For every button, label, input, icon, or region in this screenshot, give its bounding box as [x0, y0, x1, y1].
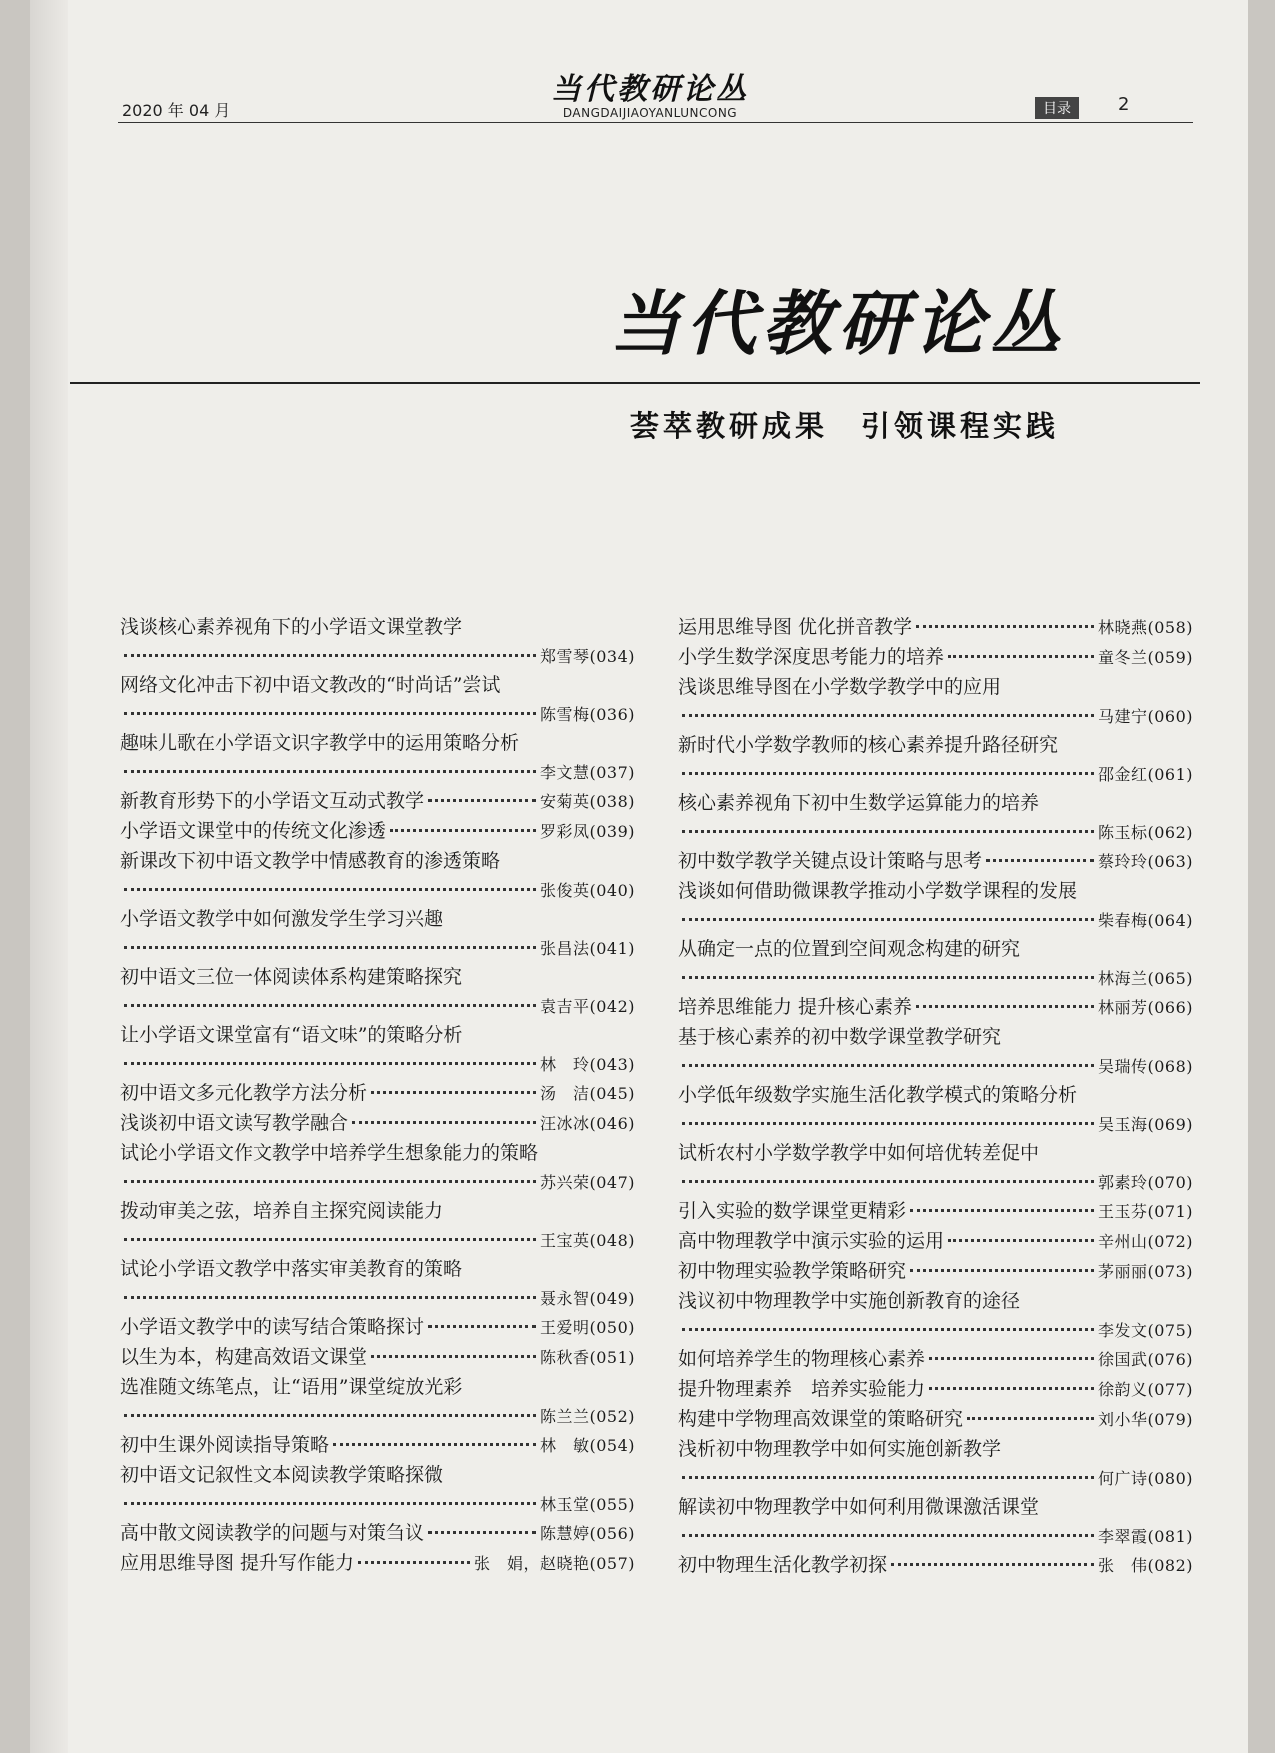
toc-entry — [120, 846, 635, 904]
toc-entry-author-page: 陈慧婷(056) — [539, 1524, 635, 1543]
toc-leader-dots — [124, 1414, 536, 1417]
toc-leader-dots — [910, 1209, 1094, 1212]
toc-entry-title: 浅议初中物理教学中实施创新教育的途径 — [678, 1290, 1021, 1312]
toc-entry — [120, 962, 635, 1020]
toc-entry — [120, 1020, 635, 1078]
toc-leader-dots — [124, 1502, 536, 1505]
header-rule — [118, 122, 1193, 123]
toc-entry — [678, 1374, 1193, 1404]
toc-entry-author-page: 张昌法(041) — [539, 939, 635, 958]
page-binding-shadow — [30, 0, 68, 1753]
toc-entry-author-page: 柴春梅(064) — [1097, 911, 1193, 930]
toc-entry-title: 初中物理生活化教学初探 — [678, 1554, 888, 1576]
toc-leader-dots — [682, 1534, 1094, 1537]
toc-leader-dots — [428, 1325, 536, 1328]
issue-date: 2020 年 04 月 — [122, 101, 231, 120]
toc-entry-title: 运用思维导图 优化拼音教学 — [678, 616, 913, 638]
toc-entry-author-page: 邵金红(061) — [1097, 765, 1193, 784]
toc-entry — [678, 1550, 1193, 1580]
toc-entry — [120, 1108, 635, 1138]
toc-entry-title: 初中语文三位一体阅读体系构建策略探究 — [120, 966, 463, 988]
toc-entry-title: 试析农村小学数学教学中如何培优转差促中 — [678, 1142, 1040, 1164]
toc-leader-dots — [124, 1062, 536, 1065]
toc-entry — [678, 1196, 1193, 1226]
toc-entry-title: 浅析初中物理教学中如何实施创新教学 — [678, 1438, 1002, 1460]
toc-leader-dots — [916, 1005, 1094, 1008]
toc-entry-author-page: 吴瑞传(068) — [1097, 1057, 1193, 1076]
toc-entry — [678, 992, 1193, 1022]
toc-entry — [678, 1434, 1193, 1492]
toc-entry-title: 基于核心素养的初中数学课堂教学研究 — [678, 1026, 1002, 1048]
toc-entry-author-page: 陈秋香(051) — [539, 1348, 635, 1367]
toc-entry-author-page: 聂永智(049) — [539, 1289, 635, 1308]
toc-entry-author-page: 李发文(075) — [1097, 1321, 1193, 1340]
toc-leader-dots — [124, 712, 536, 715]
toc-entry-title: 提升物理素养 培养实验能力 — [678, 1378, 926, 1400]
toc-leader-dots — [682, 918, 1094, 921]
toc-entry-author-page: 王宝英(048) — [539, 1231, 635, 1250]
toc-leader-dots — [124, 654, 536, 657]
toc-leader-dots — [682, 772, 1094, 775]
toc-entry-author-page: 陈玉标(062) — [1097, 823, 1193, 842]
toc-entry-title: 试论小学语文作文教学中培养学生想象能力的策略 — [120, 1142, 539, 1164]
page-number: 2 — [1118, 94, 1130, 115]
toc-entry — [678, 1492, 1193, 1550]
toc-entry-author-page: 苏兴荣(047) — [539, 1173, 635, 1192]
toc-leader-dots — [910, 1269, 1094, 1272]
toc-leader-dots — [124, 1004, 536, 1007]
toc-entry-title: 初中生课外阅读指导策略 — [120, 1434, 330, 1456]
toc-leader-dots — [124, 770, 536, 773]
toc-leader-dots — [333, 1443, 536, 1446]
toc-entry-title: 浅谈思维导图在小学数学教学中的应用 — [678, 676, 1002, 698]
toc-entry-title: 高中散文阅读教学的问题与对策刍议 — [120, 1522, 425, 1544]
toc-entry-title: 小学低年级数学实施生活化教学模式的策略分析 — [678, 1084, 1078, 1106]
toc-entry-author-page: 童冬兰(059) — [1097, 648, 1193, 667]
toc-entry-author-page: 林丽芳(066) — [1097, 998, 1193, 1017]
toc-entry-author-page: 辛州山(072) — [1097, 1232, 1193, 1251]
toc-entry-author-page: 汤 洁(045) — [539, 1084, 635, 1103]
masthead-rule — [70, 382, 1200, 384]
toc-entry-author-page: 张 伟(082) — [1097, 1556, 1193, 1575]
toc-entry — [678, 934, 1193, 992]
toc-leader-dots — [986, 859, 1094, 862]
toc-entry-author-page: 茅丽丽(073) — [1097, 1262, 1193, 1281]
toc-leader-dots — [682, 1328, 1094, 1331]
toc-leader-dots — [682, 1064, 1094, 1067]
toc-entry-title: 以生为本，构建高效语文课堂 — [120, 1346, 368, 1368]
toc-entry-author-page: 蔡玲玲(063) — [1097, 852, 1193, 871]
toc-entry — [120, 1312, 635, 1342]
toc-entry-title: 拨动审美之弦，培养自主探究阅读能力 — [120, 1200, 444, 1222]
toc-entry-author-page: 陈兰兰(052) — [539, 1407, 635, 1426]
toc-entry — [678, 1022, 1193, 1080]
toc-entry-author-page: 徐国武(076) — [1097, 1350, 1193, 1369]
toc-entry-author-page: 刘小华(079) — [1097, 1410, 1193, 1429]
toc-leader-dots — [428, 1531, 536, 1534]
toc-entry — [120, 1196, 635, 1254]
toc-leader-dots — [390, 829, 536, 832]
toc-entry — [678, 876, 1193, 934]
toc-entry-author-page: 林晓燕(058) — [1097, 618, 1193, 637]
toc-leader-dots — [371, 1091, 536, 1094]
toc-entry — [120, 1138, 635, 1196]
toc-leader-dots — [682, 1476, 1094, 1479]
toc-entry-author-page: 何广诗(080) — [1097, 1469, 1193, 1488]
masthead-slogan: 荟萃教研成果 引领课程实践 — [630, 409, 1060, 443]
toc-entry-title: 初中语文记叙性文本阅读教学策略探微 — [120, 1464, 444, 1486]
toc-leader-dots — [948, 1239, 1094, 1242]
toc-entry — [120, 786, 635, 816]
toc-entry-author-page: 王玉芬(071) — [1097, 1202, 1193, 1221]
toc-entry — [120, 728, 635, 786]
toc-leader-dots — [124, 1238, 536, 1241]
header-logo-pinyin: DANGDAIJIAOYANLUNCONG — [562, 106, 738, 120]
toc-entry-author-page: 汪冰冰(046) — [539, 1114, 635, 1133]
toc-entry — [678, 612, 1193, 642]
toc-entry-title: 浅谈核心素养视角下的小学语文课堂教学 — [120, 616, 463, 638]
toc-entry-title: 如何培养学生的物理核心素养 — [678, 1348, 926, 1370]
toc-entry-title: 初中语文多元化教学方法分析 — [120, 1082, 368, 1104]
toc-entry — [120, 1518, 635, 1548]
toc-entry — [120, 816, 635, 846]
toc-entry — [678, 1080, 1193, 1138]
toc-left-column — [120, 612, 635, 1578]
toc-entry-title: 小学语文课堂中的传统文化渗透 — [120, 820, 387, 842]
section-label: 目录 — [1035, 97, 1079, 119]
toc-entry — [678, 672, 1193, 730]
toc-entry-author-page: 林 玲(043) — [539, 1055, 635, 1074]
toc-leader-dots — [124, 1180, 536, 1183]
toc-entry — [120, 1430, 635, 1460]
toc-entry — [678, 1138, 1193, 1196]
toc-entry-title: 浅谈初中语文读写教学融合 — [120, 1112, 349, 1134]
toc-leader-dots — [929, 1387, 1094, 1390]
toc-entry — [678, 1344, 1193, 1374]
toc-entry-title: 网络文化冲击下初中语文教改的“时尚话”尝试 — [120, 674, 501, 696]
toc-leader-dots — [124, 1296, 536, 1299]
toc-entry — [678, 846, 1193, 876]
toc-entry-title: 小学语文教学中的读写结合策略探讨 — [120, 1316, 425, 1338]
toc-leader-dots — [682, 1180, 1094, 1183]
toc-entry — [120, 904, 635, 962]
toc-entry-title: 解读初中物理教学中如何利用微课激活课堂 — [678, 1496, 1040, 1518]
toc-right-column — [678, 612, 1193, 1580]
toc-entry-title: 初中数学教学关键点设计策略与思考 — [678, 850, 983, 872]
header-logo — [525, 64, 775, 120]
toc-leader-dots — [682, 714, 1094, 717]
toc-entry-title: 应用思维导图 提升写作能力 — [120, 1552, 355, 1574]
toc-entry-author-page: 林 敏(054) — [539, 1436, 635, 1455]
toc-entry — [120, 1078, 635, 1108]
toc-leader-dots — [891, 1563, 1094, 1566]
toc-leader-dots — [967, 1417, 1094, 1420]
toc-entry-title: 让小学语文课堂富有“语文味”的策略分析 — [120, 1024, 463, 1046]
toc-entry — [678, 730, 1193, 788]
toc-entry-title: 培养思维能力 提升核心素养 — [678, 996, 913, 1018]
toc-entry-title: 选准随文练笔点，让“语用”课堂绽放光彩 — [120, 1376, 463, 1398]
toc-entry — [120, 1548, 635, 1578]
toc-leader-dots — [916, 625, 1094, 628]
magazine-page — [30, 0, 1248, 1753]
toc-leader-dots — [352, 1121, 536, 1124]
toc-entry-author-page: 袁吉平(042) — [539, 997, 635, 1016]
masthead-title: 当代教研论丛 — [610, 282, 1066, 365]
toc-entry-title: 新教育形势下的小学语文互动式教学 — [120, 790, 425, 812]
toc-entry — [120, 1254, 635, 1312]
header-logo-chinese: 当代教研论丛 — [551, 72, 749, 107]
toc-entry-title: 试论小学语文教学中落实审美教育的策略 — [120, 1258, 463, 1280]
toc-entry — [678, 1404, 1193, 1434]
toc-entry-title: 小学语文教学中如何激发学生学习兴趣 — [120, 908, 444, 930]
toc-entry-author-page: 郑雪琴(034) — [539, 647, 635, 666]
toc-leader-dots — [124, 946, 536, 949]
toc-entry — [678, 1286, 1193, 1344]
toc-entry — [678, 1226, 1193, 1256]
toc-entry — [678, 788, 1193, 846]
toc-entry-author-page: 郭素玲(070) — [1097, 1173, 1193, 1192]
toc-entry-title: 初中物理实验教学策略研究 — [678, 1260, 907, 1282]
toc-entry-author-page: 马建宁(060) — [1097, 707, 1193, 726]
toc-entry — [120, 1460, 635, 1518]
toc-leader-dots — [371, 1355, 536, 1358]
toc-entry-title: 趣味儿歌在小学语文识字教学中的运用策略分析 — [120, 732, 520, 754]
toc-entry — [678, 642, 1193, 672]
toc-entry-title: 浅谈如何借助微课教学推动小学数学课程的发展 — [678, 880, 1078, 902]
toc-entry-author-page: 李文慧(037) — [539, 763, 635, 782]
toc-leader-dots — [948, 655, 1094, 658]
toc-entry-author-page: 李翠霞(081) — [1097, 1527, 1193, 1546]
toc-leader-dots — [682, 830, 1094, 833]
toc-entry-title: 小学生数学深度思考能力的培养 — [678, 646, 945, 668]
toc-entry-author-page: 王爱明(050) — [539, 1318, 635, 1337]
toc-entry-author-page: 徐韵义(077) — [1097, 1380, 1193, 1399]
toc-entry-author-page: 罗彩凤(039) — [539, 822, 635, 841]
toc-leader-dots — [428, 799, 536, 802]
toc-entry-author-page: 吴玉海(069) — [1097, 1115, 1193, 1134]
toc-entry — [120, 1372, 635, 1430]
toc-entry-author-page: 安菊英(038) — [539, 792, 635, 811]
toc-leader-dots — [124, 888, 536, 891]
toc-entry-title: 新课改下初中语文教学中情感教育的渗透策略 — [120, 850, 501, 872]
toc-leader-dots — [358, 1561, 470, 1564]
toc-entry — [120, 1342, 635, 1372]
toc-entry-title: 构建中学物理高效课堂的策略研究 — [678, 1408, 964, 1430]
toc-entry-title: 高中物理教学中演示实验的运用 — [678, 1230, 945, 1252]
toc-entry — [120, 612, 635, 670]
toc-entry-title: 核心素养视角下初中生数学运算能力的培养 — [678, 792, 1040, 814]
toc-leader-dots — [682, 976, 1094, 979]
toc-entry-author-page: 林海兰(065) — [1097, 969, 1193, 988]
toc-entry-title: 引入实验的数学课堂更精彩 — [678, 1200, 907, 1222]
toc-entry-author-page: 林玉堂(055) — [539, 1495, 635, 1514]
toc-entry-author-page: 陈雪梅(036) — [539, 705, 635, 724]
toc-entry — [120, 670, 635, 728]
toc-entry-title: 从确定一点的位置到空间观念构建的研究 — [678, 938, 1021, 960]
toc-entry-title: 新时代小学数学教师的核心素养提升路径研究 — [678, 734, 1059, 756]
toc-entry-author-page: 张俊英(040) — [539, 881, 635, 900]
toc-entry — [678, 1256, 1193, 1286]
toc-leader-dots — [929, 1357, 1094, 1360]
toc-leader-dots — [682, 1122, 1094, 1125]
toc-entry-author-page: 张 娟，赵晓艳(057) — [473, 1554, 635, 1573]
